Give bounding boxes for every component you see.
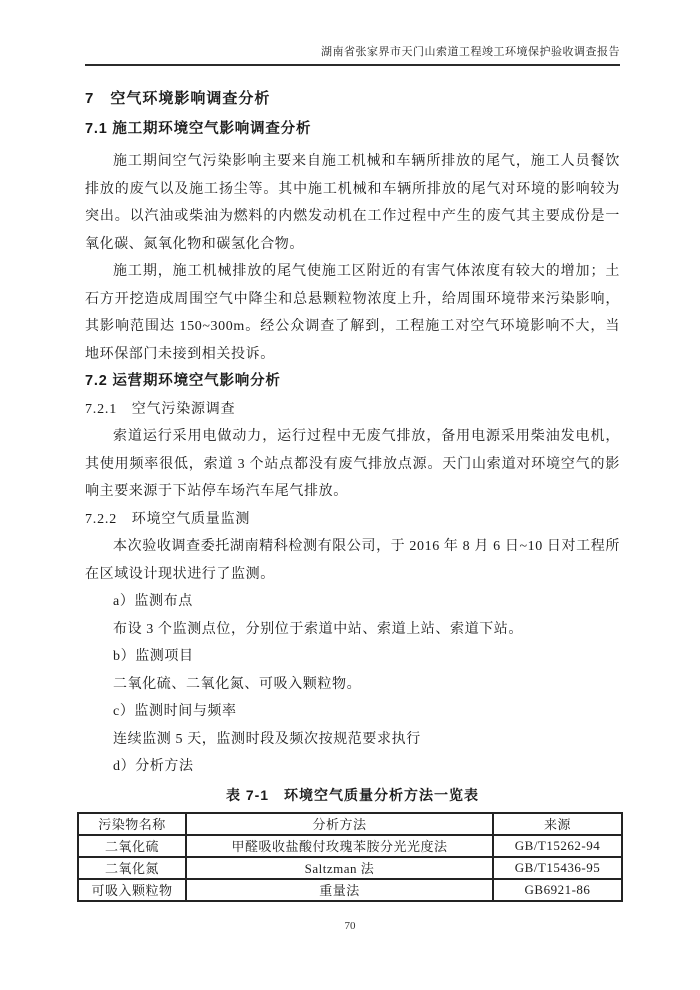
table-row [78,879,622,901]
table-cell-method: Saltzman 法 [186,857,493,879]
section-heading-7-2-1: 7.2.1 空气污染源调查 [85,401,236,417]
running-header [85,0,620,66]
section-heading-7-2-2: 7.2.2 环境空气质量监测 [85,511,251,527]
section-heading-7-2: 7.2 运营期环境空气影响分析 [85,373,281,389]
table-cell-source: GB/T15436-95 [493,857,622,879]
table-header-source: 来源 [493,813,622,835]
section-heading-7: 7 空气环境影响调查分析 [85,90,271,107]
table-header-pollutant: 污染物名称 [78,813,186,835]
table-row [78,835,622,857]
table-cell-method: 重量法 [186,879,493,901]
table-cell-method: 甲醛吸收盐酸付玫瑰苯胺分光光度法 [186,835,493,857]
list-item-d-label: d）分析方法 [113,759,194,774]
page-content [0,89,700,807]
table-cell-pollutant: 可吸入颗粒物 [78,879,186,901]
list-item-c-body: 连续监测 5 天，监测时段及频次按规范要求执行 [113,731,421,747]
table-caption: 表 7-1 环境空气质量分析方法一览表 [225,786,480,803]
table-cell-source: GB/T15262-94 [493,835,622,857]
paragraph-construction-impact-range: 施工期，施工机械排放的尾气使施工区附近的有害气体浓度有较大的增加；土石方开挖造成周围空气中降尘和总悬颗粒物浓度上升，给周围环境带来污染影响，其影响范围达 150~300m。经公众调查了解到，工程施工对空气环境影响不大，当地环保部门未接到相关投诉。 [85,264,620,362]
list-item-a-label: a）监测布点 [113,594,193,609]
analysis-method-table [77,812,623,902]
list-item-b-body: 二氧化硫、二氧化氮、可吸入颗粒物。 [113,676,362,692]
table-header-row [78,813,622,835]
paragraph-construction-emissions: 施工期间空气污染影响主要来自施工机械和车辆所排放的尾气，施工人员餐饮排放的废气以及施工扬尘等。其中施工机械和车辆所排放的尾气对环境的影响较为突出。以汽油或柴油为燃料的内燃发动机在工作过程中产生的废气其主要成份是一氧化碳、氮氧化物和碳氢化合物。 [85,154,620,252]
running-header-title: 湖南省张家界市天门山索道工程竣工环境保护验收调查报告 [321,46,620,58]
table-header-method: 分析方法 [186,813,493,835]
table-cell-pollutant: 二氧化氮 [78,857,186,879]
table-row [78,857,622,879]
paragraph-monitoring-commission: 本次验收调查委托湖南精科检测有限公司，于 2016 年 8 月 6 日~10 日对工程所在区域设计现状进行了监测。 [85,539,620,582]
list-item-b-label: b）监测项目 [113,649,194,664]
table-cell-pollutant: 二氧化硫 [78,835,186,857]
table-cell-source: GB6921-86 [493,879,622,901]
page-number: 70 [344,920,356,932]
list-item-a-body: 布设 3 个监测点位，分别位于索道中站、索道上站、索道下站。 [113,621,523,637]
paragraph-operation-pollution-source: 索道运行采用电做动力，运行过程中无废气排放，备用电源采用柴油发电机，其使用频率很低，索道 3 个站点都没有废气排放点源。天门山索道对环境空气的影响主要来源于下站停车场汽车尾气排放。 [85,429,620,499]
list-item-c-label: c）监测时间与频率 [113,704,237,719]
section-heading-7-1: 7.1 施工期环境空气影响调查分析 [85,121,312,137]
